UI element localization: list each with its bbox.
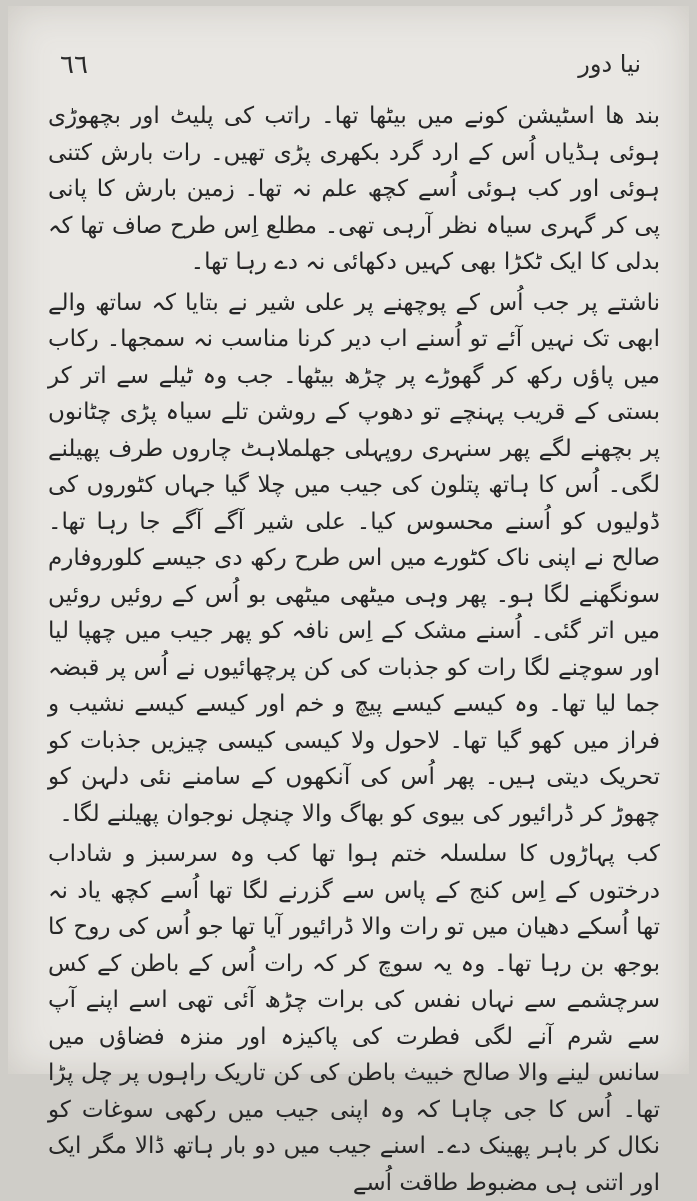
paragraph-1: بند ھا اسٹیشن کونے میں بیٹھا تھا۔ راتب کی پلیٹ اور بچھوڑی ہوئی ہڈیاں اُس کے ارد گرد بکھری پڑی تھیں۔ رات بارش کتنی ہوئی اور کب ہوئی اُسے کچھ علم نہ تھا۔ زمین بارش کا پانی پی کر گہری سیاہ نظر آرہی تھی۔ مطلع اِس طرح صاف تھا کہ بدلی کا ایک ٹکڑا بھی کہیں دکھائی نہ دے رہا تھا۔ xyxy=(48,103,660,275)
paragraph-3: کب پہاڑوں کا سلسلہ ختم ہوا تھا کب وہ سرسبز و شاداب درختوں کے اِس کنج کے پاس سے گزرنے لگا تھا اُسے کچھ یاد نہ تھا اُسکے دھیان میں تو رات والا ڈرائیور آیا تھا جو اُس کی روح کا بوجھ بن رہا تھا۔ وہ یہ سوچ کر کہ رات اُس کے باطن کے کس سرچشمے سے نہاں نفس کی برات چڑھ آئی تھی اسے اپنے آپ سے شرم آنے لگی فطرت کی پاکیزہ اور منزہ فضاؤں میں سانس لینے والا صالح خبیث باطن کی کن تاریک راہوں پر چل پڑا تھا۔ اُس کا جی چاہا کہ وہ اپنی جیب میں رکھی سوغات کو نکال کر باہر پھینک دے۔ اسنے جیب میں دو بار ہاتھ ڈالا مگر ایک اور اتنی ہی مضبوط طاقت اُسے xyxy=(48,841,660,1196)
paragraph-2: ناشتے پر جب اُس کے پوچھنے پر علی شیر نے بتایا کہ ساتھ والے ابھی تک نہیں آئے تو اُسنے اب دیر کرنا مناسب نہ سمجھا۔ رکاب میں پاؤں رکھ کر گھوڑے پر چڑھ بیٹھا۔ جب وہ ٹیلے سے اتر کر بستی کے قریب پہنچے تو دھوپ کے روشن تلے سیاہ پڑی چٹانوں پر بچھنے لگے پھر سنہری روپہلی جھلملاہٹ چاروں طرف پھیلنے لگی۔ اُس کا ہاتھ پتلون کی جیب میں چلا گیا جہاں کٹوروں کی ڈولیوں کو اُسنے محسوس کیا۔ علی شیر آگے آگے جا رہا تھا۔ صالح نے اپنی ناک کٹورے میں اس طرح رکھ دی جیسے کلوروفارم سونگھنے لگا ہو۔ پھر وہی میٹھی میٹھی بو اُس کے روئیں روئیں میں اتر گئی۔ اُسنے مشک کے اِس نافہ کو پھر جیب میں چھپا لیا اور سوچنے لگا رات کو جذبات کی کن پرچھائیوں نے اُس پر قبضہ جما لیا تھا۔ وہ کیسے کیسے پیچ و خم اور کیسے کیسے نشیب و فراز میں کھو گیا تھا۔ لاحول ولا کیسی کیسی چیزیں جذبات کو تحریک دیتی ہیں۔ پھر اُس کی آنکھوں کے سامنے نئی دلہن کو چھوڑ کر ڈرائیور کی بیوی کو بھاگ والا چنچل نوجوان پھیلنے لگا۔ xyxy=(48,289,660,827)
page-header xyxy=(8,44,689,84)
running-title: نیا دور xyxy=(578,50,641,78)
body-text xyxy=(48,98,660,1201)
book-page xyxy=(8,6,689,1196)
page-number: ٦٦ xyxy=(60,50,88,80)
